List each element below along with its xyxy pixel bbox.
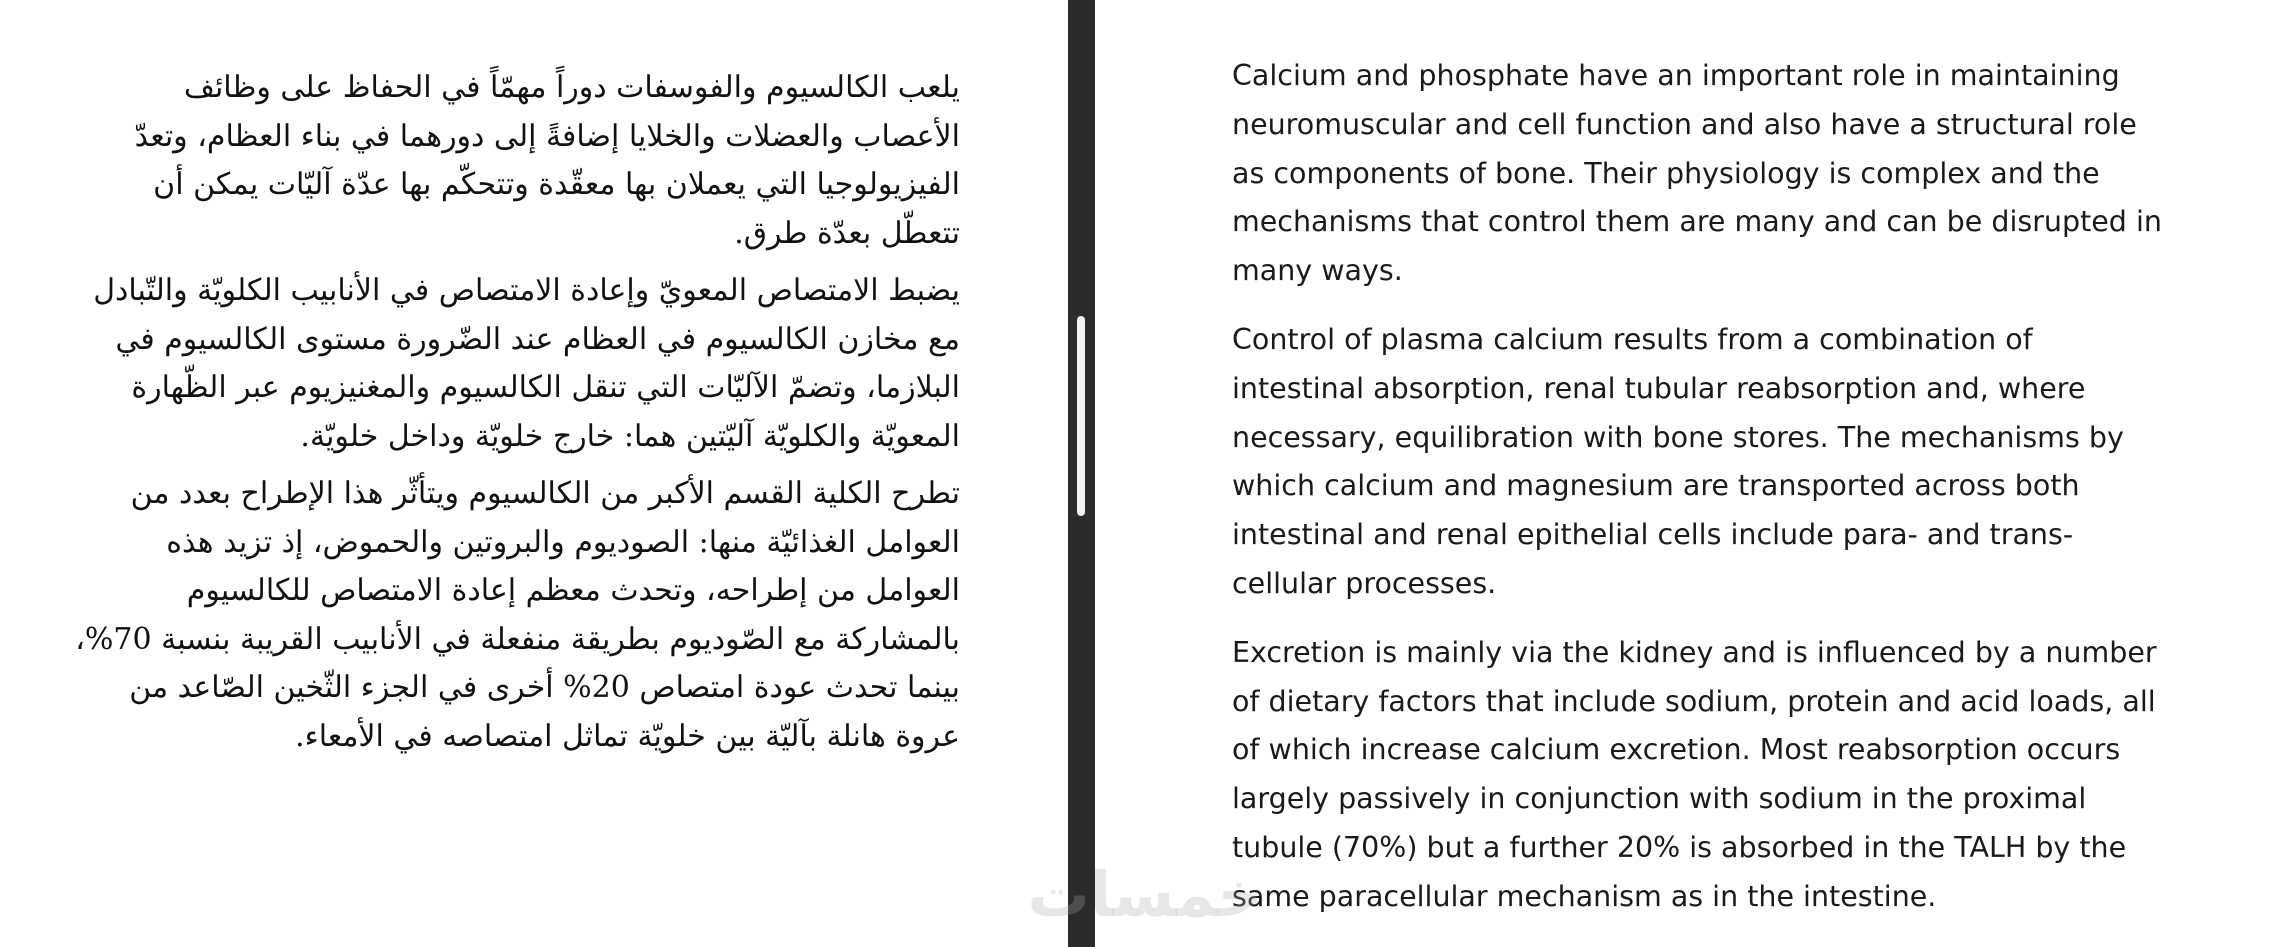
- english-text-block: [1232, 52, 2172, 942]
- split-divider-handle[interactable]: [1077, 316, 1085, 516]
- arabic-paragraph-1: يلعب الكالسيوم والفوسفات دوراً مهمّاً في الحفاظ على وظائف الأعصاب والعضلات والخلايا إضافةً إلى دورهما في بناء العظام، وتعدّ الفيزيولوجيا التي يعملان بها معقّدة وتتحكّم بها عدّة آليّات يمكن أن تتعطّل بعدّة طرق.: [134, 70, 960, 251]
- english-paragraph-3: Excretion is mainly via the kidney and is influenced by a number of dietary factors that include sodium, protein and acid loads, all of which increase calcium excretion. Most reabsorption occurs largely passively in conjunction with sodium in the proximal tubule (70%) but a further 20% is absorbed in the TALH by the same paracellular mechanism as in the intestine.: [1232, 635, 2157, 913]
- arabic-paragraph-2: يضبط الامتصاص المعويّ وإعادة الامتصاص في الأنابيب الكلويّة والتّبادل مع مخازن الكالسيوم في العظام عند الضّرورة مستوى الكالسيوم في البلازما، وتضمّ الآليّات التي تنقل الكالسيوم والمغنيزيوم عبر الظّهارة المعويّة والكلويّة آليّتين هما: خارج خلويّة وداخل خلويّة.: [93, 273, 960, 454]
- arabic-text-block: [70, 64, 960, 770]
- arabic-paragraph-3: تطرح الكلية القسم الأكبر من الكالسيوم ويتأثّر هذا الإطراح بعدد من العوامل الغذائيّة منها: الصوديوم والبروتين والحموض، إذ تزيد هذه العوامل من إطراحه، وتحدث معظم إعادة الامتصاص للكالسيوم بالمشاركة مع الصّوديوم بطريقة منفعلة في الأنابيب القريبة بنسبة 70%، بينما تحدث عودة امتصاص 20% أخرى في الجزء الثّخين الصّاعد من عروة هانلة بآليّة بين خلويّة تماثل امتصاصه في الأمعاء.: [75, 476, 960, 754]
- english-paragraph-1: Calcium and phosphate have an important role in maintaining neuromuscular and cell function and also have a structural role as components of bone. Their physiology is complex and the mechanisms that control them are many and can be disrupted in many ways.: [1232, 59, 2162, 288]
- arabic-text-pane: [0, 0, 1068, 947]
- watermark-logo: خمسات: [1027, 858, 1263, 931]
- english-paragraph-2: Control of plasma calcium results from a combination of intestinal absorption, renal tubular reabsorption and, where necessary, equilibration with bone stores. The mechanisms by which calcium and magnesium are transported across both intestinal and renal epithelial cells include para- and trans-cellular processes.: [1232, 322, 2124, 600]
